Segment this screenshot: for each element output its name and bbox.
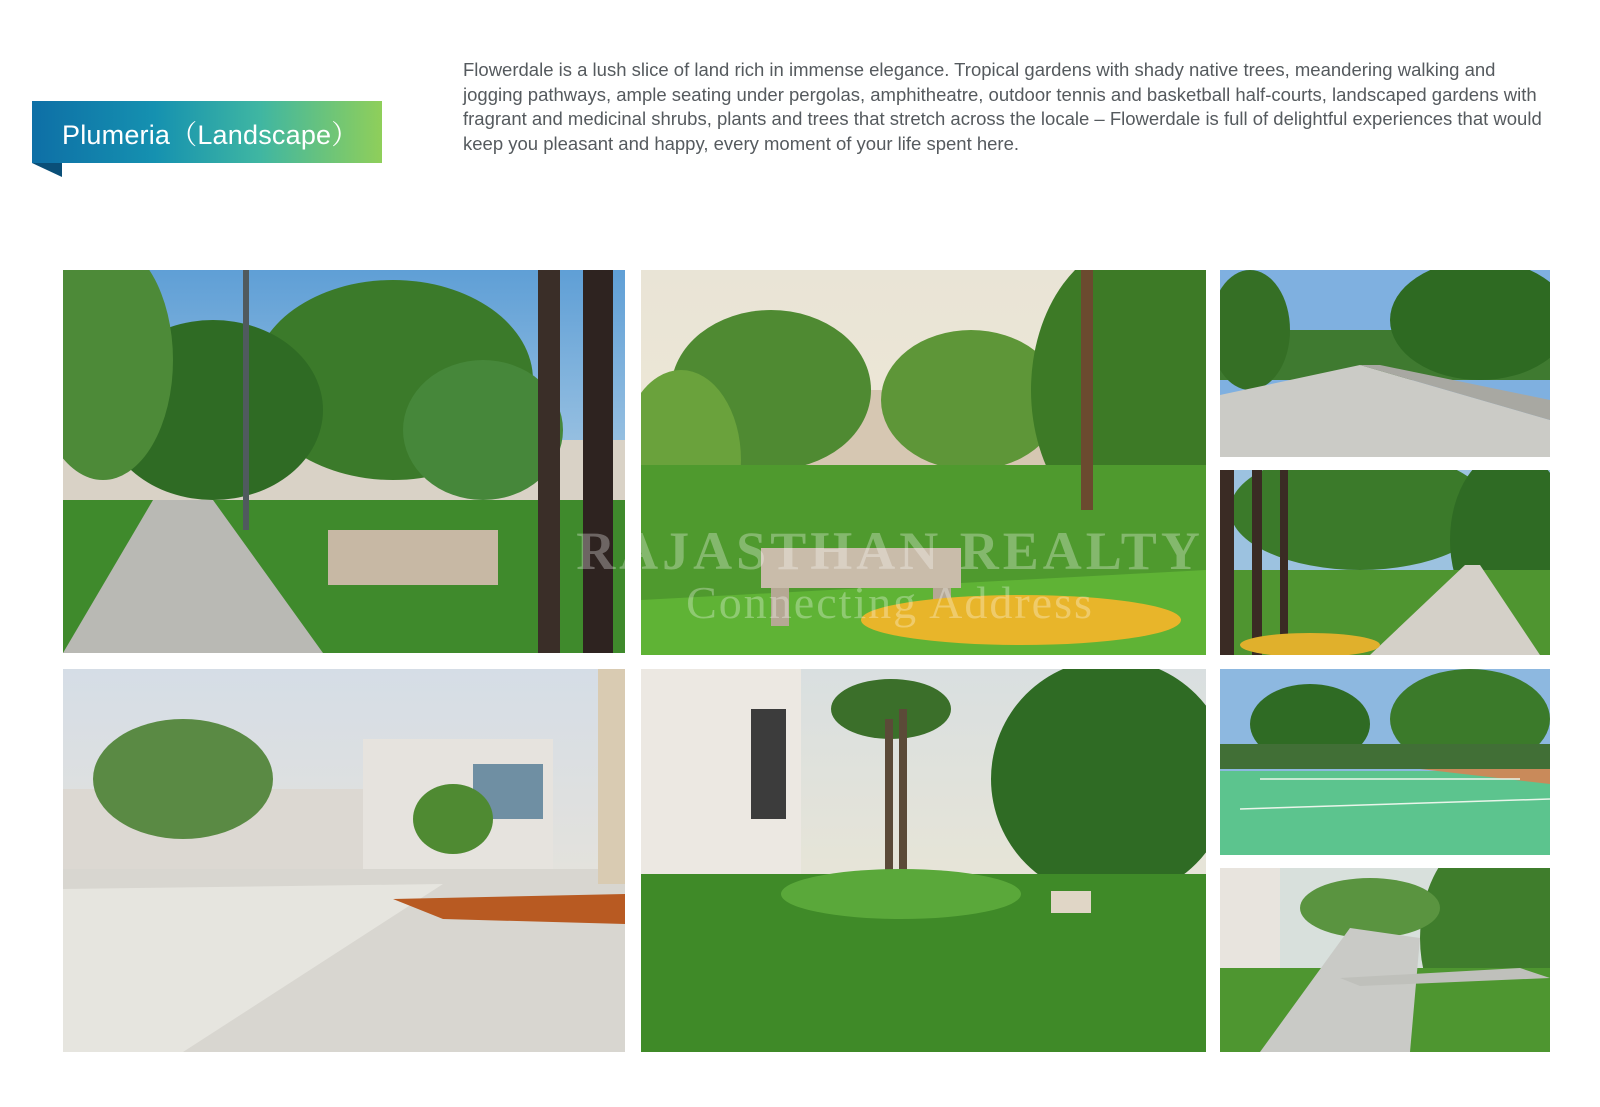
section-title-banner [32,101,382,163]
banner-fold [32,163,62,177]
photo-lawn-benches [641,270,1206,655]
photo-garden-walkway [63,270,625,653]
watermark-sub: Connecting Address [686,577,1094,628]
photo-palm-lawn [641,669,1206,1052]
photo-villa-plaza [63,669,625,1052]
photo-curved-pathway [1220,868,1550,1052]
photo-tennis-court [1220,669,1550,855]
intro-paragraph: Flowerdale is a lush slice of land rich in immense elegance. Tropical gardens with shady native trees, meandering walking and jogging pathways, ample seating under pergolas, amphitheatre, outdoor tennis and basketball half-courts, landscaped gardens with fragrant and medicinal shrubs, plants and trees that stretch across the locale – Flowerdale is full of delightful experiences that would keep you pleasant and happy, every moment of your life spent here. [463,59,1542,154]
section-title: Plumeria（Landscape） [62,119,359,150]
photo-paved-avenue [1220,270,1550,457]
photo-tree-lined-path [1220,470,1550,655]
watermark-main: RAJASTHAN REALTY [576,521,1204,581]
